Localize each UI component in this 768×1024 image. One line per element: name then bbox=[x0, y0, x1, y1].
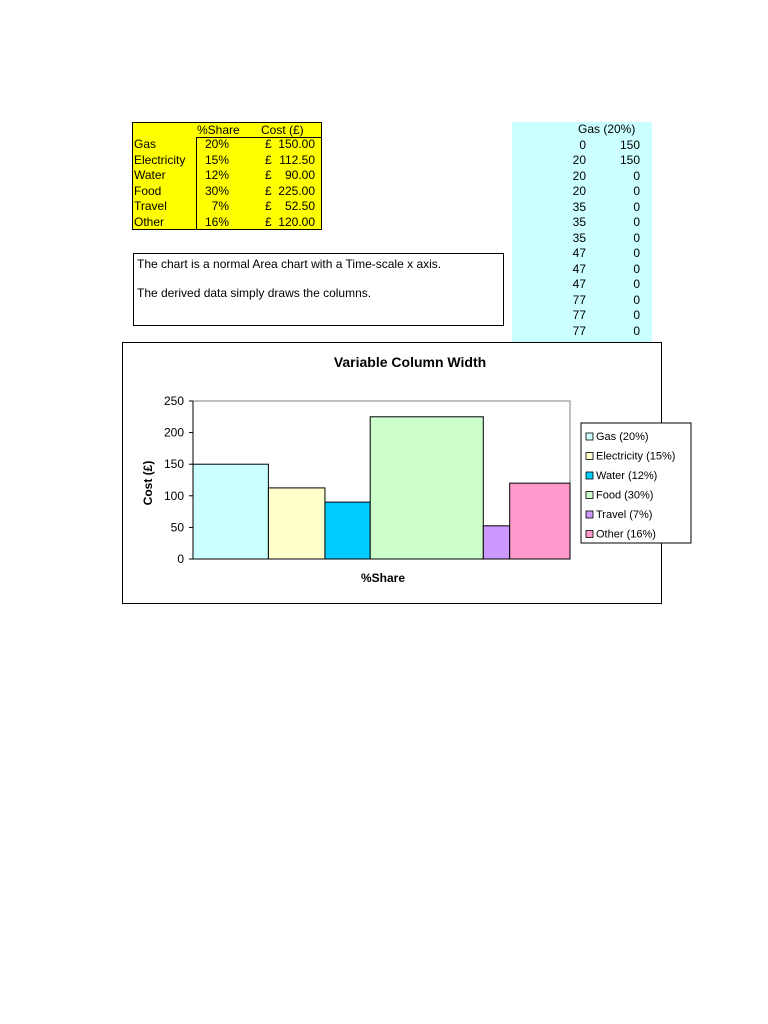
derived-row[interactable] bbox=[512, 138, 652, 154]
column-2 bbox=[325, 502, 370, 559]
row-currency: £ bbox=[265, 152, 272, 167]
legend-swatch bbox=[586, 511, 593, 518]
row-name: Travel bbox=[134, 199, 167, 213]
chart-title: Variable Column Width bbox=[333, 354, 487, 370]
row-currency: £ bbox=[265, 183, 272, 198]
table-row[interactable] bbox=[133, 199, 321, 215]
y-tick-label: 0 bbox=[177, 552, 184, 566]
derived-x-value: 20 bbox=[572, 168, 586, 183]
derived-y-value: 150 bbox=[619, 153, 640, 167]
legend-label: Electricity (15%) bbox=[596, 450, 676, 463]
derived-y-value: 150 bbox=[619, 137, 640, 152]
row-name: Electricity bbox=[134, 152, 186, 167]
row-currency: £ bbox=[265, 199, 272, 213]
row-currency: £ bbox=[265, 168, 272, 182]
legend-swatch bbox=[586, 453, 593, 460]
row-share: 15% bbox=[204, 152, 229, 167]
derived-y-value: 0 bbox=[633, 168, 640, 183]
row-currency: £ bbox=[265, 137, 272, 151]
derived-header: Gas (20%) bbox=[578, 122, 636, 136]
row-share: 7% bbox=[211, 199, 229, 213]
y-tick-label: 250 bbox=[163, 394, 184, 408]
derived-x-value: 35 bbox=[572, 230, 586, 245]
x-axis-label: %Share bbox=[360, 571, 406, 585]
derived-row[interactable] bbox=[512, 169, 652, 185]
table-row[interactable] bbox=[133, 168, 321, 184]
row-share: 20% bbox=[204, 137, 229, 151]
table-row[interactable] bbox=[133, 215, 321, 231]
row-cost: 150.00 bbox=[278, 137, 315, 151]
derived-y-value: 0 bbox=[633, 292, 640, 307]
row-cost: 90.00 bbox=[284, 168, 315, 182]
y-tick-label: 150 bbox=[163, 457, 184, 472]
derived-row[interactable] bbox=[512, 246, 652, 262]
derived-x-value: 47 bbox=[572, 277, 586, 291]
derived-row[interactable] bbox=[512, 215, 652, 231]
y-tick-label: 50 bbox=[170, 520, 184, 535]
chart-area[interactable] bbox=[122, 342, 676, 604]
derived-x-value: 35 bbox=[572, 199, 586, 214]
table-row[interactable] bbox=[133, 137, 321, 153]
note-line-1: The chart is a normal Area chart with a Time-scale x axis. bbox=[137, 257, 442, 271]
column-4 bbox=[483, 526, 509, 559]
derived-row[interactable] bbox=[512, 200, 652, 216]
chart-note-textbox[interactable] bbox=[133, 253, 504, 326]
derived-x-value: 0 bbox=[579, 137, 586, 152]
derived-x-value: 77 bbox=[572, 308, 586, 322]
cost-column-header: Cost (£) bbox=[261, 123, 304, 137]
derived-y-value: 0 bbox=[633, 308, 640, 322]
row-share: 12% bbox=[204, 168, 229, 182]
row-name: Water bbox=[134, 168, 166, 182]
derived-row[interactable] bbox=[512, 153, 652, 169]
derived-y-value: 0 bbox=[633, 261, 640, 276]
derived-y-value: 0 bbox=[633, 184, 640, 198]
derived-row[interactable] bbox=[512, 184, 652, 200]
row-currency: £ bbox=[265, 214, 272, 229]
row-cost: 120.00 bbox=[278, 214, 315, 229]
derived-x-value: 77 bbox=[572, 323, 586, 338]
y-tick-label: 200 bbox=[163, 425, 184, 440]
row-share: 30% bbox=[204, 183, 229, 198]
row-cost: 225.00 bbox=[278, 183, 315, 198]
derived-x-value: 47 bbox=[572, 246, 586, 260]
legend-label: Water (12%) bbox=[596, 470, 658, 482]
column-0 bbox=[193, 464, 268, 559]
y-tick-label: 100 bbox=[163, 488, 184, 503]
legend-label: Gas (20%) bbox=[596, 431, 649, 443]
cost-share-table bbox=[132, 122, 322, 230]
column-5 bbox=[510, 483, 570, 559]
row-share: 16% bbox=[204, 214, 229, 229]
derived-row[interactable] bbox=[512, 308, 652, 324]
legend-swatch bbox=[586, 531, 593, 538]
column-1 bbox=[268, 488, 325, 559]
legend-swatch bbox=[586, 472, 593, 479]
derived-row[interactable] bbox=[512, 277, 652, 293]
legend-label: Other (16%) bbox=[596, 528, 656, 541]
derived-y-value: 0 bbox=[633, 323, 640, 338]
row-name: Other bbox=[134, 214, 165, 229]
y-axis-label: Cost (£) bbox=[141, 460, 155, 506]
derived-x-value: 35 bbox=[572, 215, 586, 229]
derived-row[interactable] bbox=[512, 293, 652, 309]
row-name: Gas bbox=[134, 137, 157, 151]
derived-row[interactable] bbox=[512, 324, 652, 340]
derived-y-value: 0 bbox=[633, 246, 640, 260]
row-cost: 52.50 bbox=[284, 199, 315, 213]
share-column-header: %Share bbox=[197, 123, 240, 137]
derived-row[interactable] bbox=[512, 262, 652, 278]
derived-y-value: 0 bbox=[633, 199, 640, 214]
table-row[interactable] bbox=[133, 184, 321, 200]
table-row[interactable] bbox=[133, 153, 321, 169]
derived-x-value: 77 bbox=[572, 292, 586, 307]
chart-svg bbox=[123, 343, 676, 605]
derived-row[interactable] bbox=[512, 231, 652, 247]
row-cost: 112.50 bbox=[279, 152, 315, 167]
derived-x-value: 47 bbox=[572, 261, 586, 276]
column-3 bbox=[370, 417, 483, 559]
derived-y-value: 0 bbox=[633, 230, 640, 245]
derived-y-value: 0 bbox=[633, 277, 640, 291]
legend-label: Travel (7%) bbox=[596, 509, 653, 521]
legend-swatch bbox=[586, 492, 593, 499]
derived-y-value: 0 bbox=[633, 215, 640, 229]
row-name: Food bbox=[134, 183, 162, 198]
derived-x-value: 20 bbox=[572, 184, 586, 198]
legend-label: Food (30%) bbox=[596, 489, 654, 502]
derived-x-value: 20 bbox=[572, 153, 586, 167]
derived-data-table bbox=[512, 122, 652, 342]
note-line-2: The derived data simply draws the columns. bbox=[137, 286, 372, 300]
legend-swatch bbox=[586, 433, 593, 440]
